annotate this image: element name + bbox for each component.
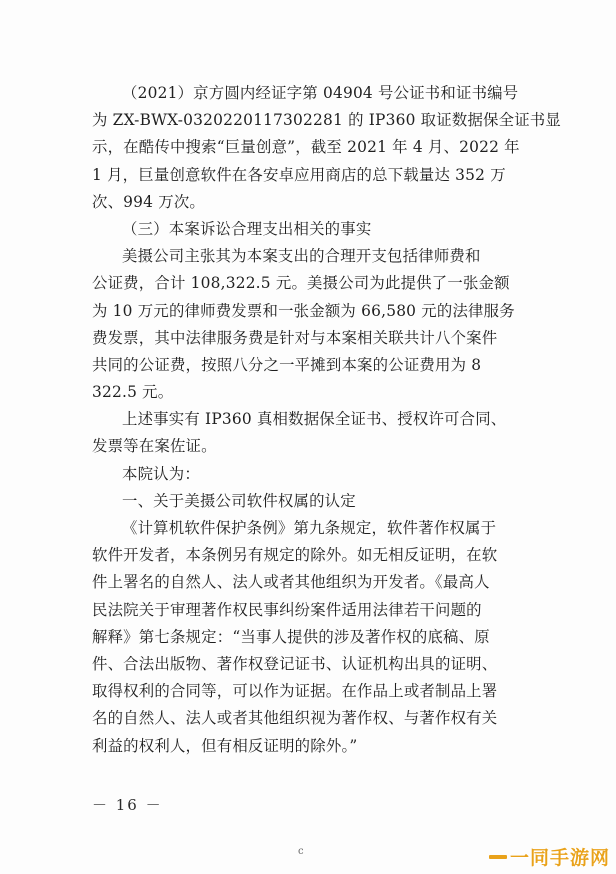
text-line: 民法院关于审理著作权民事纠纷案件适用法律若干问题的 — [92, 600, 482, 619]
document-body — [92, 80, 561, 760]
section-heading: 一、关于美摄公司软件权属的认定 — [122, 491, 356, 510]
text-line: 发票等在案佐证。 — [92, 437, 217, 456]
bottom-mark: c — [298, 846, 304, 857]
text-line: 公证费，合计 108,322.5 元。美摄公司为此提供了一张金额 — [92, 274, 510, 293]
text-line: 上述事实有 IP360 真相数据保全证书、授权许可合同、 — [122, 410, 507, 429]
watermark-text: 一同手游网 — [509, 847, 610, 869]
text-line: 费发票，其中法律服务费是针对与本案相关联共计八个案件 — [92, 328, 498, 347]
text-line: 取得权利的合同等，可以作为证据。在作品上或者制品上署 — [92, 682, 498, 701]
text-line: 件、合法出版物、著作权登记证书、认证机构出具的证明、 — [92, 654, 498, 673]
text-line: 软件开发者，本条例另有规定的除外。如无相反证明，在软 — [92, 546, 498, 565]
text-line: 件上署名的自然人、法人或者其他组织为开发者。《最高人 — [92, 573, 490, 592]
text-line: 美摄公司主张其为本案支出的合理开支包括律师费和 — [122, 247, 481, 266]
text-line: 示，在酷传中搜索“巨量创意”，截至 2021 年 4 月、2022 年 — [92, 138, 520, 157]
text-line: 本院认为： — [122, 464, 200, 483]
text-line: 《计算机软件保护条例》第九条规定，软件著作权属于 — [122, 519, 497, 537]
text-line: 322.5 元。 — [92, 383, 174, 402]
watermark-logo — [489, 843, 610, 870]
section-heading: （三）本案诉讼合理支出相关的事实 — [122, 219, 372, 238]
text-line: 1 月，巨量创意软件在各安卓应用商店的总下载量达 352 万 — [92, 165, 506, 184]
text-line: （2021）京方圆内经证字第 04904 号公证书和证书编号 — [122, 84, 519, 102]
text-line: 次、994 万次。 — [92, 192, 206, 211]
text-line: 共同的公证费，按照八分之一平摊到本案的公证费用为 8 — [92, 355, 482, 374]
dash-icon — [489, 855, 507, 859]
page-number: － 16 － — [92, 796, 163, 814]
text-line: 为 ZX-BWX-0320220117302281 的 IP360 取证数据保全证书显 — [92, 111, 561, 130]
text-line: 为 10 万元的律师费发票和一张金额为 66,580 元的法律服务 — [92, 301, 515, 320]
text-line: 名的自然人、法人或者其他组织视为著作权、与著作权有关 — [92, 709, 498, 728]
text-line: 利益的权利人，但有相反证明的除外。” — [92, 736, 358, 755]
text-line: 解释》第七条规定：“当事人提供的涉及著作权的底稿、原 — [92, 627, 490, 646]
